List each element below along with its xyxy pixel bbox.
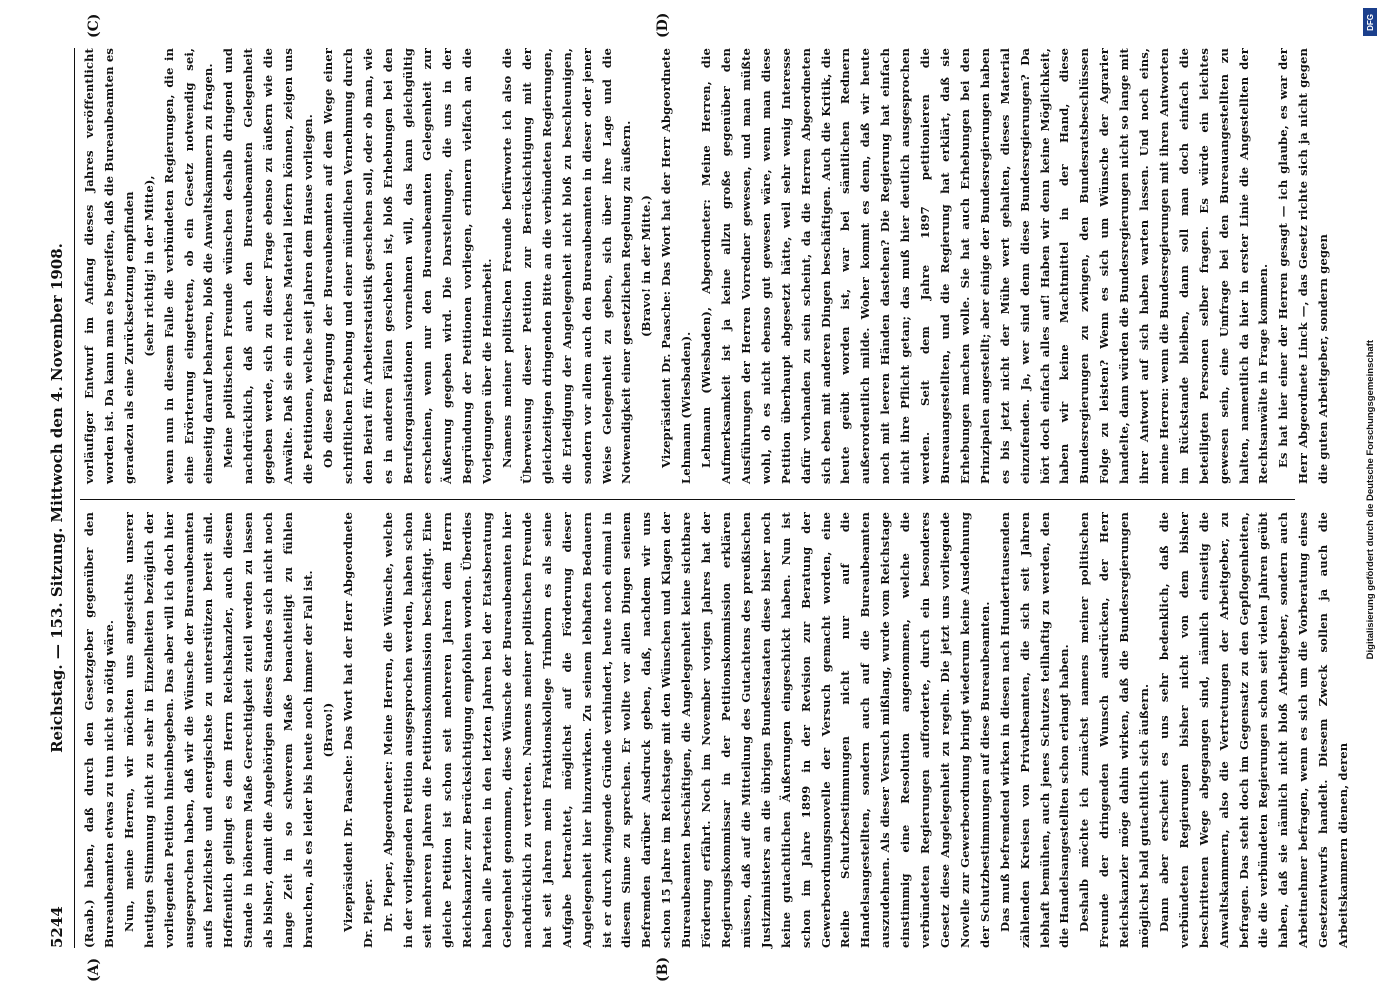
right-column-paragraph: vorläufiger Entwurf im Anfang dieses Jahres veröffentlicht worden ist. Da kann man es begreifen, daß die Bureaubeamten es geradezu als eine Zurücksetzung empfinden <box>82 48 136 484</box>
digitization-note-text: Digitalisierung gefördert durch die Deutsche Forschungsgemeinschaft <box>1364 340 1376 660</box>
left-column-paragraph: Vizepräsident Dr. Paasche: Das Wort hat der Herr Abgeordnete Dr. Pieper. <box>340 512 375 948</box>
margin-marker-c: (C) <box>86 13 102 38</box>
right-column-paragraph: Namens meiner politischen Freunde befürworte ich also die Überweisung dieser Petition zur Berücksichtigung mit der gleichzeitigen dringenden Bitte an die verbündeten Regierungen, die Erledigung der Angelegenheit nicht bloß zu beschleunigen, sondern vor allem auch den Bureaubeamten in dieser oder jener Weise Gelegenheit zu geben, sich über ihre Lage und die Notwendigkeit einer gesetzlichen Regelung zu äußern. <box>500 48 634 484</box>
left-column-paragraph: Deshalb möchte ich zunächst namens meiner politischen Freunde der dringenden Wunsch ausdrücken, der Herr Reichskanzler möge dahin wirken, daß die Bundesregierungen möglichst bald gutachtlich sich äußern. <box>1077 512 1152 948</box>
right-column-paragraph: wenn nun in diesem Falle die verbündeten Regierungen, die in eine Erörterung eingetreten, ob ein Gesetz notwendig sei, einseitig darauf beharren, bloß die Anwaltskammern zu fragen. <box>161 48 216 484</box>
margin-marker-d: (D) <box>655 12 671 38</box>
right-column-paragraph: Vizepräsident Dr. Paasche: Das Wort hat der Herr Abgeordnete Lehmann (Wiesbaden). <box>659 48 694 484</box>
left-column-paragraph: Dann aber erscheint es uns sehr bedenklich, daß die verbündeten Regierungen bisher nicht von dem bisher beschrittenen Wege abgegangen sind, nämlich einseitig die Anwaltskammern, also die Vertretungen der Arbeitgeber, zu befragen. Das steht doch im Gegensatz zu den Gepflogenheiten, die die verbündeten Regierungen schon seit vielen Jahren geübt haben, daß sie nämlich nicht bloß Arbeitgeber, sondern auch Arbeitnehmer befragen, wenn es sich um die Vorberatung eines Gesetzentwurfs handelt. Diesem Zweck sollen ja auch die Arbeitskammern dienen, deren <box>1156 512 1351 948</box>
page-title: Reichstag. — 153. Sitzung. Mittwoch den 4. November 1908. <box>48 243 66 753</box>
right-column-paragraph: (Bravo! in der Mitte.) <box>639 194 654 338</box>
header-rule <box>74 48 75 948</box>
left-column-paragraph: Das muß befremdend wirken in diesen nach Hunderttausenden zählenden Kreisen von Privatbeamten, die sich seit Jahren lebhaft bemühen, auch jenes Schutzes teilhaftig zu werden, den die Handelsangestellten schon erlangt haben. <box>997 512 1072 948</box>
right-column <box>80 48 1331 484</box>
margin-marker-b: (B) <box>655 956 671 982</box>
digitization-note <box>1361 8 1379 992</box>
right-column-paragraph: Lehmann (Wiesbaden), Abgeordneter: Meine Herren, die Aufmerksamkeit ist ja keine allzu große gegenüber den Ausführungen der Herren Vorredner gewesen, und man müßte wohl, ob es nicht ebenso gut gewesen wäre, wenn man diese Petition überhaupt abgesetzt hätte, weil sehr wenig Interesse dafür vorhanden zu sein scheint, da die Herren Abgeordneten sich eben mit anderen Dingen beschäftigen. Auch die Kritik, die heute geübt worden ist, war bei sämtlichen Rednern außerordentlich milde. Woher kommt es denn, daß wir heute noch mit leeren Händen dastehen? Die Regierung hat einfach nicht ihre Pflicht getan; das muß hier deutlich ausgesprochen werden. Seit dem Jahre 1897 petitionieren die Bureauangestellten, und die Regierung hat erklärt, daß sie Erhebungen machen wolle. Sie hat auch Erhebungen bei den Prinzipalen angestellt; aber einige der Bundesregierungen haben es bis jetzt nicht der Mühe wert gehalten, dieses Material einzufenden. Ja, wer sind denn diese Bundesregierungen? Da hört doch einfach alles auf! Haben wir denn keine Möglichkeit, haben wir keine Machtmittel in der Hand, diese Bundesregierungen zu zwingen, den Bundesratsbeschlüssen Folge zu leisten? Wenn es sich um Wünsche der Agrarier handelte, dann würden die Bundesregierungen nicht so lange mit ihrer Antwort auf sich haben warten lassen. Und noch eins, meine Herren: wenn die Bundesregierungen mit ihren Antworten im Rückstande bleiben, dann soll man doch einfach die beteiligten Personen selber fragen. Es würde ein leichtes gewesen sein, eine Umfrage bei den Bureauangestellten zu halten, namentlich da hier in erster Linie die Angestellten der Rechtsanwälte in Frage kommen. <box>699 48 1271 484</box>
right-column-paragraph: Es hat hier einer der Herren gesagt — ich glaube, es war der Herr Abgeordnete Linck —, das Gesetz richte sich ja nicht gegen die guten Arbeitgeber, sondern gegen <box>1276 48 1331 484</box>
right-column-paragraph: Meine politischen Freunde wünschen deshalb dringend und nachdrücklich, daß auch den Bureaubeamten Gelegenheit gegeben werde, sich zu dieser Frage ebenso zu äußern wie die Anwälte. Daß sie ein reiches Material liefern können, zeigen uns die Petitionen, welche seit Jahren dem Hause vorliegen. <box>221 48 315 484</box>
left-column <box>80 512 1351 948</box>
column-divider <box>80 499 1295 500</box>
left-column-paragraph: (Bravo!) <box>320 702 335 758</box>
page-number: 5244 <box>48 906 66 948</box>
left-column-paragraph: Dr. Pieper, Abgeordneter: Meine Herren, die Wünsche, welche in der vorliegenden Petition ausgesprochen werden, haben schon seit mehreren Jahren die Petitionskommission beschäftigt. Eine gleiche Petition ist schon seit mehreren Jahren dem Herrn Reichskanzler zur Berücksichtigung empfohlen worden. Überdies haben alle Parteien in den letzten Jahren bei der Etatsberatung Gelegenheit genommen, diese Wünsche der Bureaubeamten hier nachdrücklich zu vertreten. Namens meiner politischen Freunde hat seit Jahren mein Fraktionskollege Trimborn es als seine Aufgabe betrachtet, möglichst auf die Förderung dieser Angelegenheit hier hinzuwirken. Zu seinem lebhaften Bedauern ist er durch zwingende Gründe verhindert, heute noch einmal in diesem Sinne zu sprechen. Er wollte vor allen Dingen seinem Befremden darüber Ausdruck geben, daß, nachdem wir uns schon 15 Jahre im Reichstage mit den Wünschen und Klagen der Bureaubeamten beschäftigen, die Angelegenheit keine sichtbare Förderung erfährt. Noch im November vorigen Jahres hat der Regierungskommissar in der Petitionskommission erklären müssen, daß auf die Mitteilung des Gutachtens des preußischen Justizministers an die übrigen Bundesstaaten diese bisher noch keine gutachtlichen Äußerungen eingeschickt haben. Nun ist schon im Jahre 1899 in der Revision zur Beratung der Gewerbeordnungsnovelle der Versuch gemacht worden, eine Reihe Schutzbestimmungen nicht nur auf die Handelsangestellten, sondern auch auf die Bureaubeamten auszudehnen. Als dieser Versuch mißlang, wurde vom Reichstage einstimmig eine Resolution angenommen, welche die verbündeten Regierungen aufforderte, durch ein besonderes Gesetz diese Angelegenheit zu regeln. Die jetzt uns vorliegende Novelle zur Gewerbeordnung bringt wiederum keine Ausdehnung der Schutzbestimmungen auf diese Bureaubeamten. <box>380 512 992 948</box>
dfg-logo-text: DFG <box>1365 13 1375 31</box>
right-column-paragraph: (sehr richtig! in der Mitte), <box>141 175 156 357</box>
page-header <box>48 48 70 948</box>
left-column-paragraph: (Raab.) haben, daß durch den Gesetzgeber gegenüber den Bureaubeamten etwas zu tun nicht so nötig wäre. <box>82 512 116 948</box>
right-column-paragraph: Ob diese Befragung der Bureaubeamten auf dem Wege einer schriftlichen Erhebung und einer mündlichen Vernehmung durch den Beirat für Arbeiterstatistik geschehen soll, oder ob man, wie es in anderen Fällen geschehen ist, bloß Erhebungen bei den Berufsorganisationen vornehmen will, das kann gleichgültig erscheinen, wenn nur den Bureaubeamten Gelegenheit zur Äußerung gegeben wird. Die Darstellungen, die uns in der Begründung der Petitionen vorliegen, erinnern vielfach an die Vorlegungen über die Heimarbeit. <box>320 48 495 484</box>
margin-marker-a: (A) <box>86 957 102 982</box>
left-column-paragraph: Nun, meine Herren, wir möchten uns angesichts unserer heutigen Stimmung nicht zu sehr in Einzelheiten bezüglich der vorliegenden Petition hineinbegeben. Das aber will ich doch hier ausgesprochen haben, daß wir die Wünsche der Bureaubeamten aufs herzlichste und energischste zu unterstützen bereit sind. Hoffentlich gelingt es dem Herrn Reichskanzler, auch diesem Stande in höherem Maße Gerechtigkeit zuteil werden zu lassen als bisher, damit die Angehörigen dieses Standes sich nicht noch lange Zeit in so schwerem Maße benachteiligt zu fühlen brauchen, als es leider bis heute noch immer der Fall ist. <box>121 512 315 948</box>
dfg-logo <box>1363 8 1377 36</box>
